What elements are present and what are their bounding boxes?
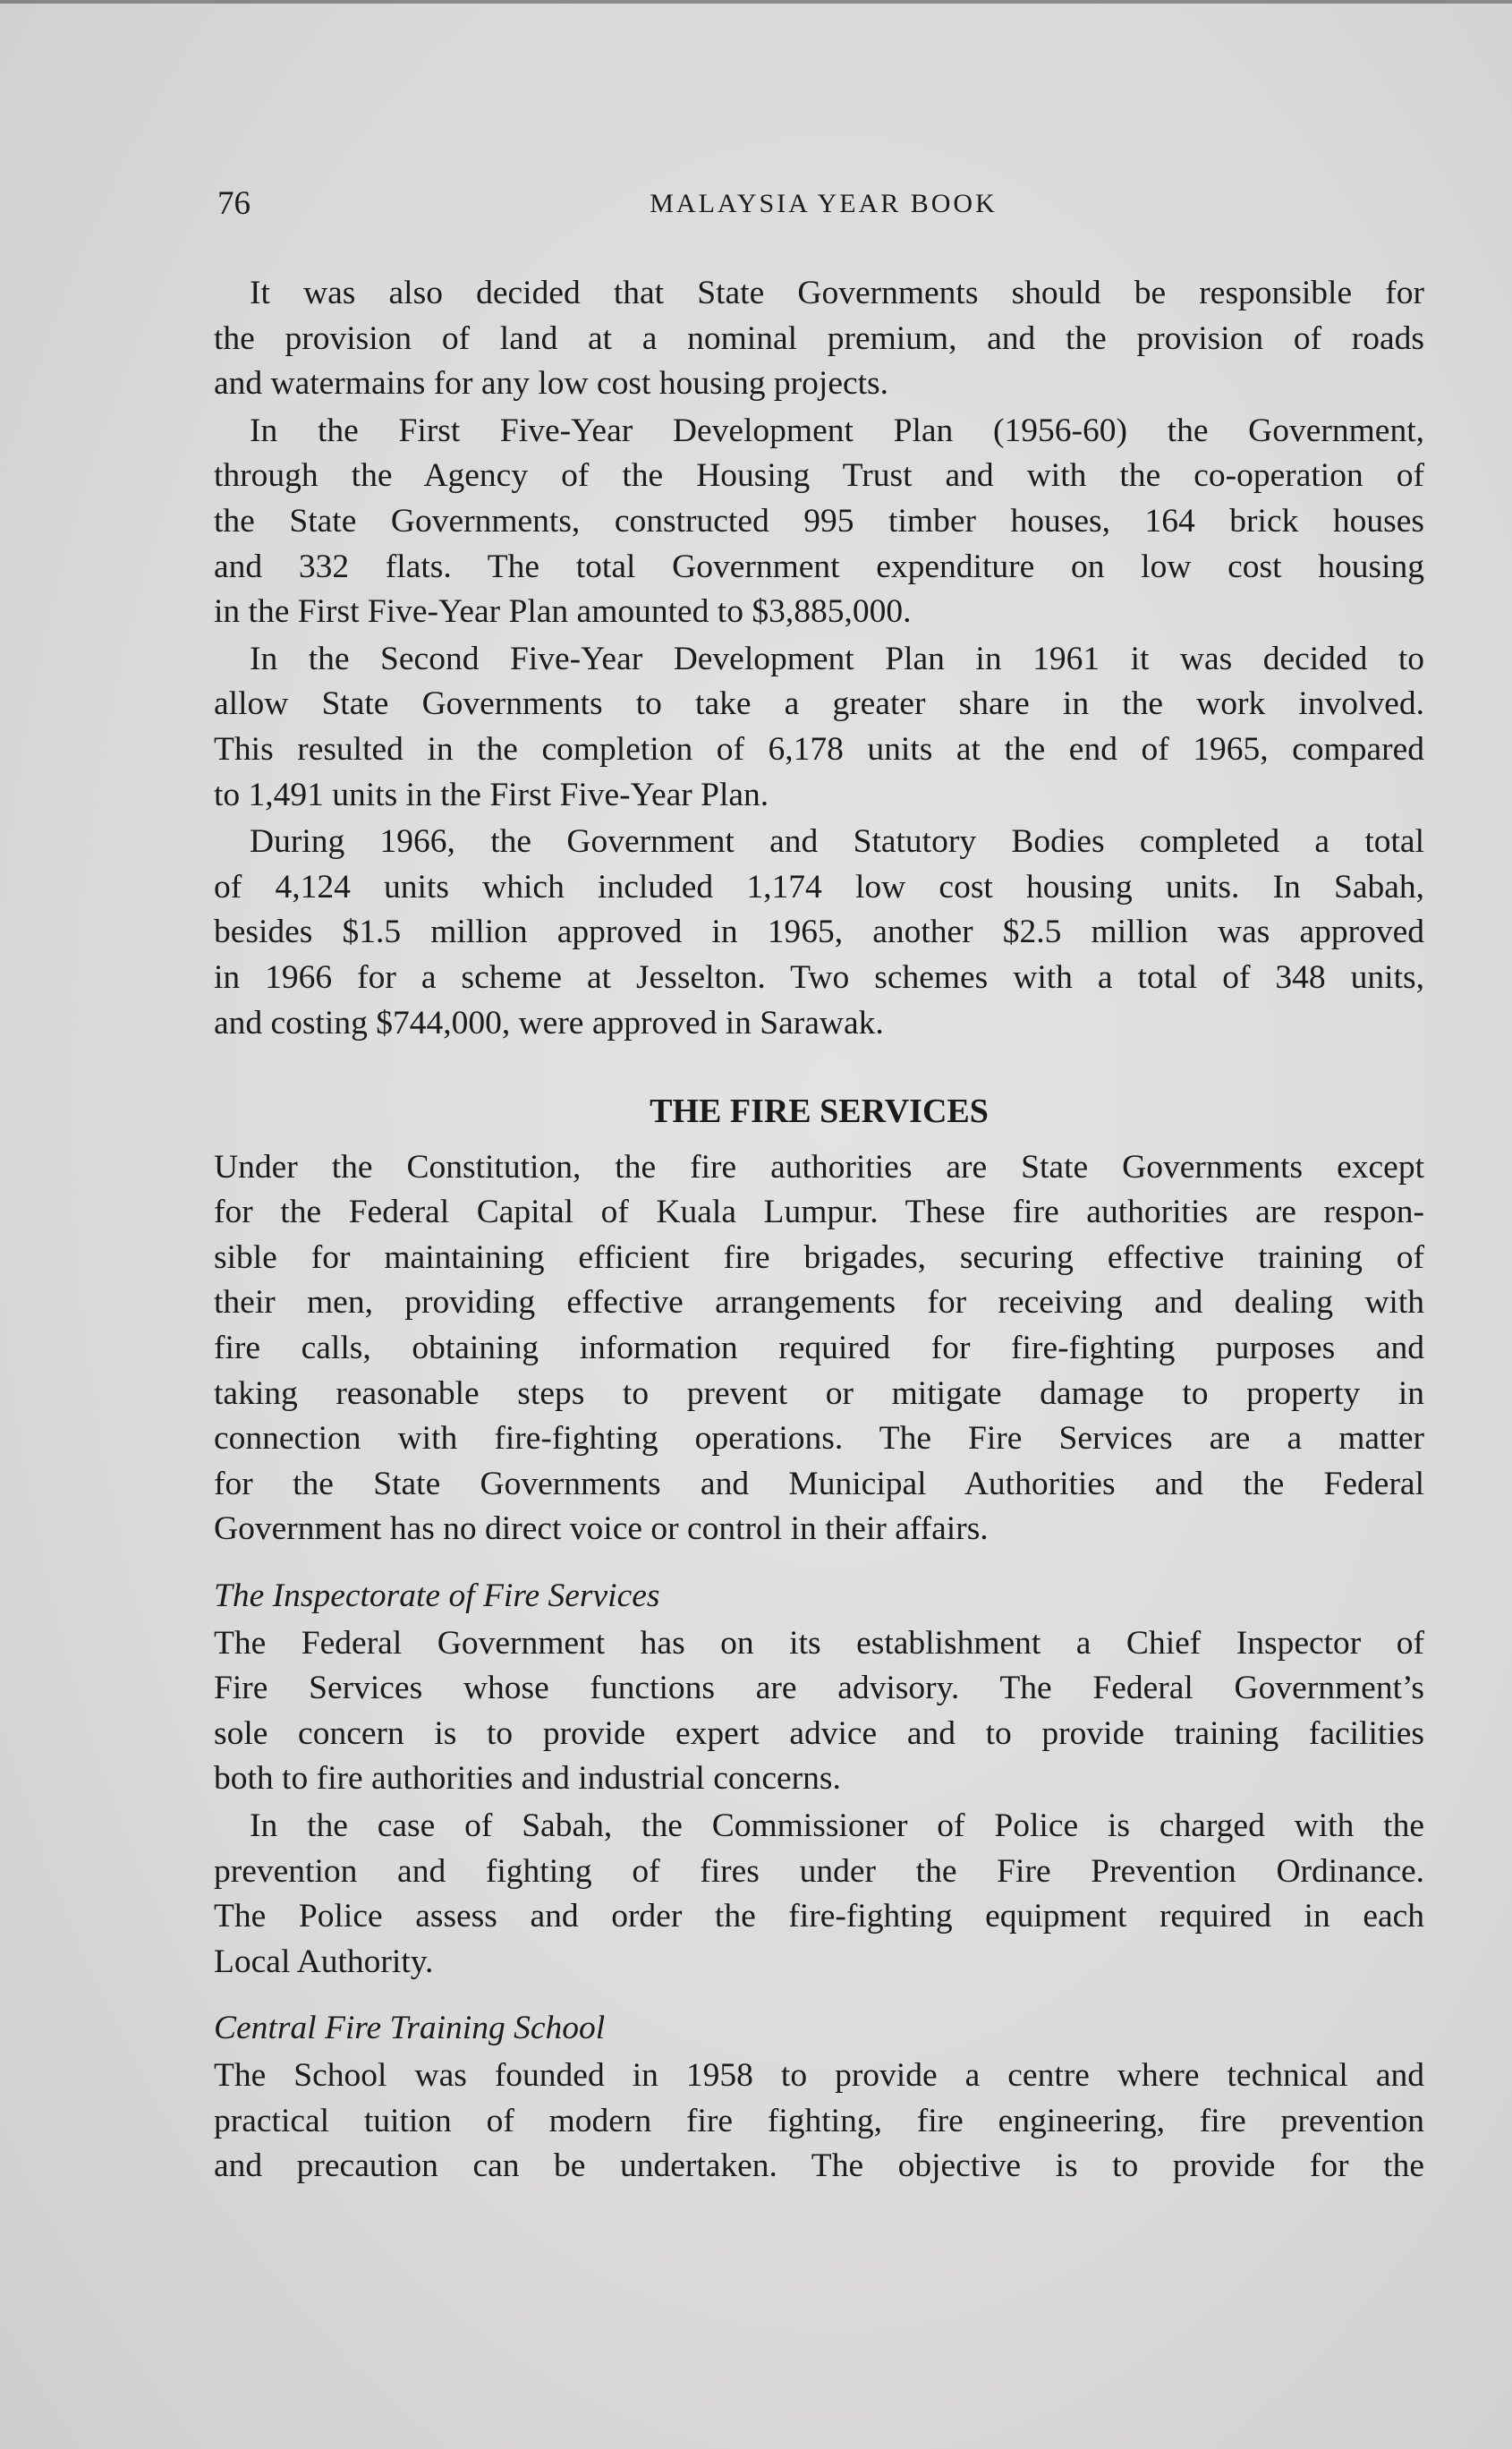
paragraph: [214, 1804, 1424, 1985]
text-line: connection with fire-fighting operations. The Fire Services are a matter: [214, 1420, 1424, 1458]
paragraph: [214, 2054, 1424, 2190]
text-line: through the Agency of the Housing Trust and with the co-operation of: [214, 457, 1424, 495]
text-line: taking reasonable steps to prevent or mitigate damage to property in: [214, 1374, 1424, 1412]
subsection-heading: The Inspectorate of Fire Services: [214, 1577, 660, 1615]
section-heading: THE FIRE SERVICES: [650, 1093, 989, 1131]
text-line: The School was founded in 1958 to provide a centre where technical and: [214, 2056, 1424, 2094]
text-line: This resulted in the completion of 6,178 units at the end of 1965, compared: [214, 730, 1424, 768]
page-body: [214, 269, 1424, 2190]
page-number: 76: [217, 185, 251, 222]
text-line: allow State Governments to take a greater share in the work involved.: [214, 685, 1424, 723]
paragraph: [214, 820, 1424, 1046]
running-title: MALAYSIA YEAR BOOK: [650, 189, 998, 218]
text-line: practical tuition of modern fire fighting, fire engineering, fire prevention: [214, 2102, 1424, 2139]
paragraph: [214, 409, 1424, 635]
text-line: prevention and fighting of fires under the Fire Prevention Ordinance.: [214, 1852, 1424, 1890]
text-line: and costing $744,000, were approved in Sarawak.: [214, 1004, 884, 1042]
text-line: In the case of Sabah, the Commissioner of Police is charged with the: [250, 1807, 1424, 1844]
paragraph: [214, 1621, 1424, 1802]
text-line: besides $1.5 million approved in 1965, another $2.5 million was approved: [214, 914, 1424, 951]
text-line: In the First Five-Year Development Plan (1956-60) the Government,: [250, 412, 1424, 449]
text-line: in the First Five-Year Plan amounted to $3,885,000.: [214, 593, 912, 631]
text-line: The Federal Government has on its establishment a Chief Inspector of: [214, 1624, 1424, 1662]
paragraph: [214, 637, 1424, 818]
text-line: the provision of land at a nominal premium, and the provision of roads: [214, 319, 1424, 357]
text-line: for the State Governments and Municipal Authorities and the Federal: [214, 1465, 1424, 1502]
text-line: Government has no direct voice or control in their affairs.: [214, 1510, 989, 1548]
text-line: to 1,491 units in the First Five-Year Plan.: [214, 776, 769, 813]
paragraph: [214, 271, 1424, 407]
text-line: and 332 flats. The total Government expenditure on low cost housing: [214, 548, 1424, 585]
text-line: sole concern is to provide expert advice and to provide training facilities: [214, 1714, 1424, 1752]
text-line: The Police assess and order the fire-fighting equipment required in each: [214, 1898, 1424, 1935]
text-line: During 1966, the Government and Statutory Bodies completed a total: [250, 823, 1424, 861]
subsection-heading: Central Fire Training School: [214, 2010, 606, 2047]
text-line: Local Authority.: [214, 1943, 434, 1980]
page-top-edge: [0, 0, 1512, 4]
text-line: fire calls, obtaining information required for fire-fighting purposes and: [214, 1330, 1424, 1367]
text-line: sible for maintaining efficient fire brigades, securing effective training of: [214, 1238, 1424, 1276]
paragraph: [214, 1145, 1424, 1552]
text-line: and precaution can be undertaken. The objective is to provide for the: [214, 2147, 1424, 2185]
text-line: and watermains for any low cost housing projects.: [214, 365, 888, 403]
text-line: Fire Services whose functions are advisory. The Federal Government’s: [214, 1670, 1424, 1707]
text-line: Under the Constitution, the fire authorities are State Governments except: [214, 1148, 1424, 1186]
text-line: both to fire authorities and industrial concerns.: [214, 1760, 841, 1798]
text-line: for the Federal Capital of Kuala Lumpur. These fire authorities are respon-: [214, 1194, 1424, 1231]
text-line: of 4,124 units which included 1,174 low cost housing units. In Sabah,: [214, 868, 1424, 906]
text-line: the State Governments, constructed 995 timber houses, 164 brick houses: [214, 502, 1424, 540]
text-line: in 1966 for a scheme at Jesselton. Two schemes with a total of 348 units,: [214, 958, 1424, 996]
page-header: [214, 184, 1424, 229]
text-line: their men, providing effective arrangements for receiving and dealing with: [214, 1284, 1424, 1322]
text-line: It was also decided that State Governments should be responsible for: [250, 275, 1424, 311]
text-line: In the Second Five-Year Development Plan in 1961 it was decided to: [250, 640, 1424, 677]
